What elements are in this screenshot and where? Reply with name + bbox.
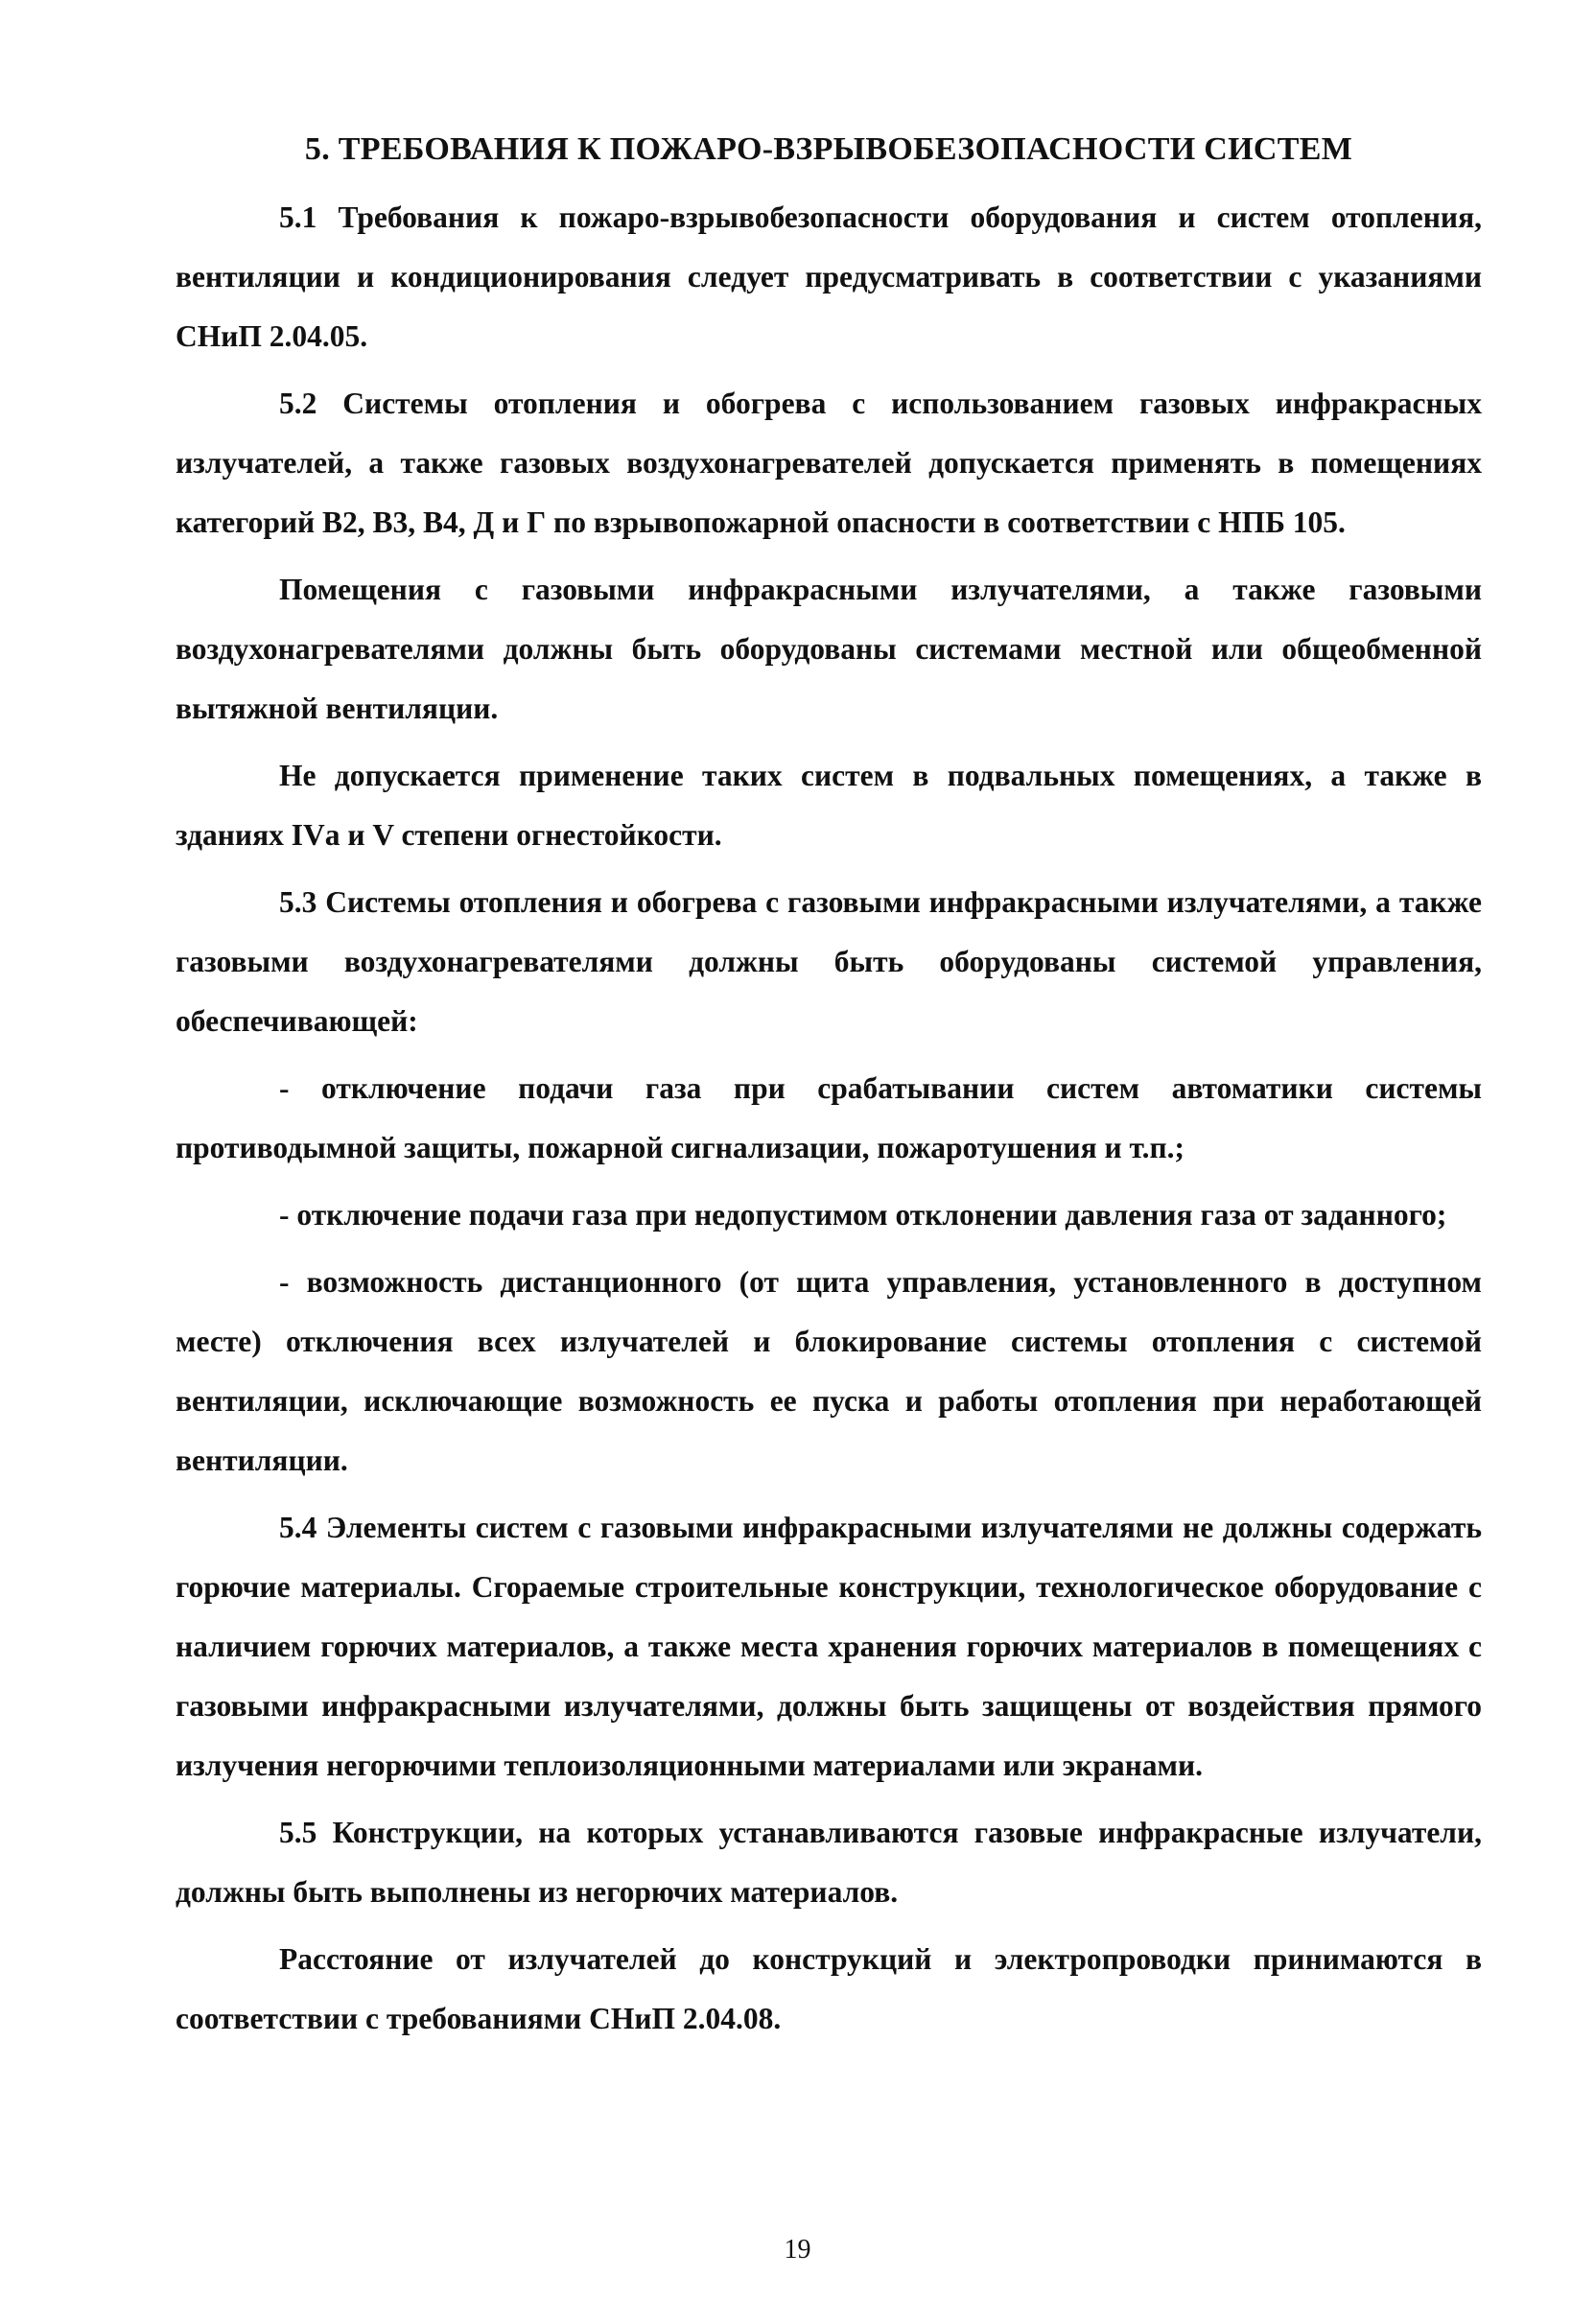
document-body	[176, 123, 1482, 2056]
paragraph-basement-restriction: Не допускается применение таких систем в подвальных помещениях, а также в зданиях IVа и V степени огнестойкости.	[176, 759, 1482, 852]
list-item-gas-shutoff-alarm: - отключение подачи газа при срабатывании систем автоматики системы противодымной защиты, пожарной сигнализации, пожаротушения и т.п.;	[176, 1071, 1482, 1164]
paragraph-5-1: 5.1 Требования к пожаро-взрывобезопасности оборудования и систем отопления, вентиляции и кондиционирования следует предусматривать в соответствии с указаниями СНиП 2.04.05.	[176, 200, 1482, 353]
paragraph-5-5: 5.5 Конструкции, на которых устанавливаются газовые инфракрасные излучатели, должны быть выполнены из негорючих материалов.	[176, 1816, 1482, 1909]
list-item-gas-shutoff-pressure: - отключение подачи газа при недопустимом отклонении давления газа от заданного;	[279, 1198, 1447, 1232]
page-number: 19	[784, 2235, 811, 2265]
paragraph-ventilation: Помещения с газовыми инфракрасными излучателями, а также газовыми воздухонагревателями должны быть оборудованы системами местной или общеобменной вытяжной вентиляции.	[176, 573, 1482, 725]
paragraph-5-2: 5.2 Системы отопления и обогрева с использованием газовых инфракрасных излучателей, а также газовых воздухонагревателей допускается применять в помещениях категорий В2, В3, В4, Д и Г по взрывопожарной опасности в соответствии с НПБ 105.	[176, 387, 1482, 539]
paragraph-distance: Расстояние от излучателей до конструкций и электропроводки принимаются в соответствии с требованиями СНиП 2.04.08.	[176, 1942, 1482, 2035]
paragraph-5-3: 5.3 Системы отопления и обогрева с газовыми инфракрасными излучателями, а также газовыми воздухонагревателями должны быть оборудованы системой управления, обеспечивающей:	[176, 885, 1482, 1038]
section-title: 5. ТРЕБОВАНИЯ К ПОЖАРО-ВЗРЫВОБЕЗОПАСНОСТИ СИСТЕМ	[304, 131, 1353, 167]
paragraph-5-4: 5.4 Элементы систем с газовыми инфракрасными излучателями не должны содержать горючие материалы. Сгораемые строительные конструкции, технологическое оборудование с наличием горючих материалов, а также места хранения горючих материалов в помещениях с газовыми инфракрасными излучателями, должны быть защищены от воздействия прямого излучения негорючими теплоизоляционными материалами или экранами.	[176, 1511, 1482, 1782]
list-item-remote-shutdown: - возможность дистанционного (от щита управления, установленного в доступном месте) отключения всех излучателей и блокирование системы отопления с системой вентиляции, исключающие возможность ее пуска и работы отопления при неработающей вентиляции.	[176, 1265, 1482, 1477]
